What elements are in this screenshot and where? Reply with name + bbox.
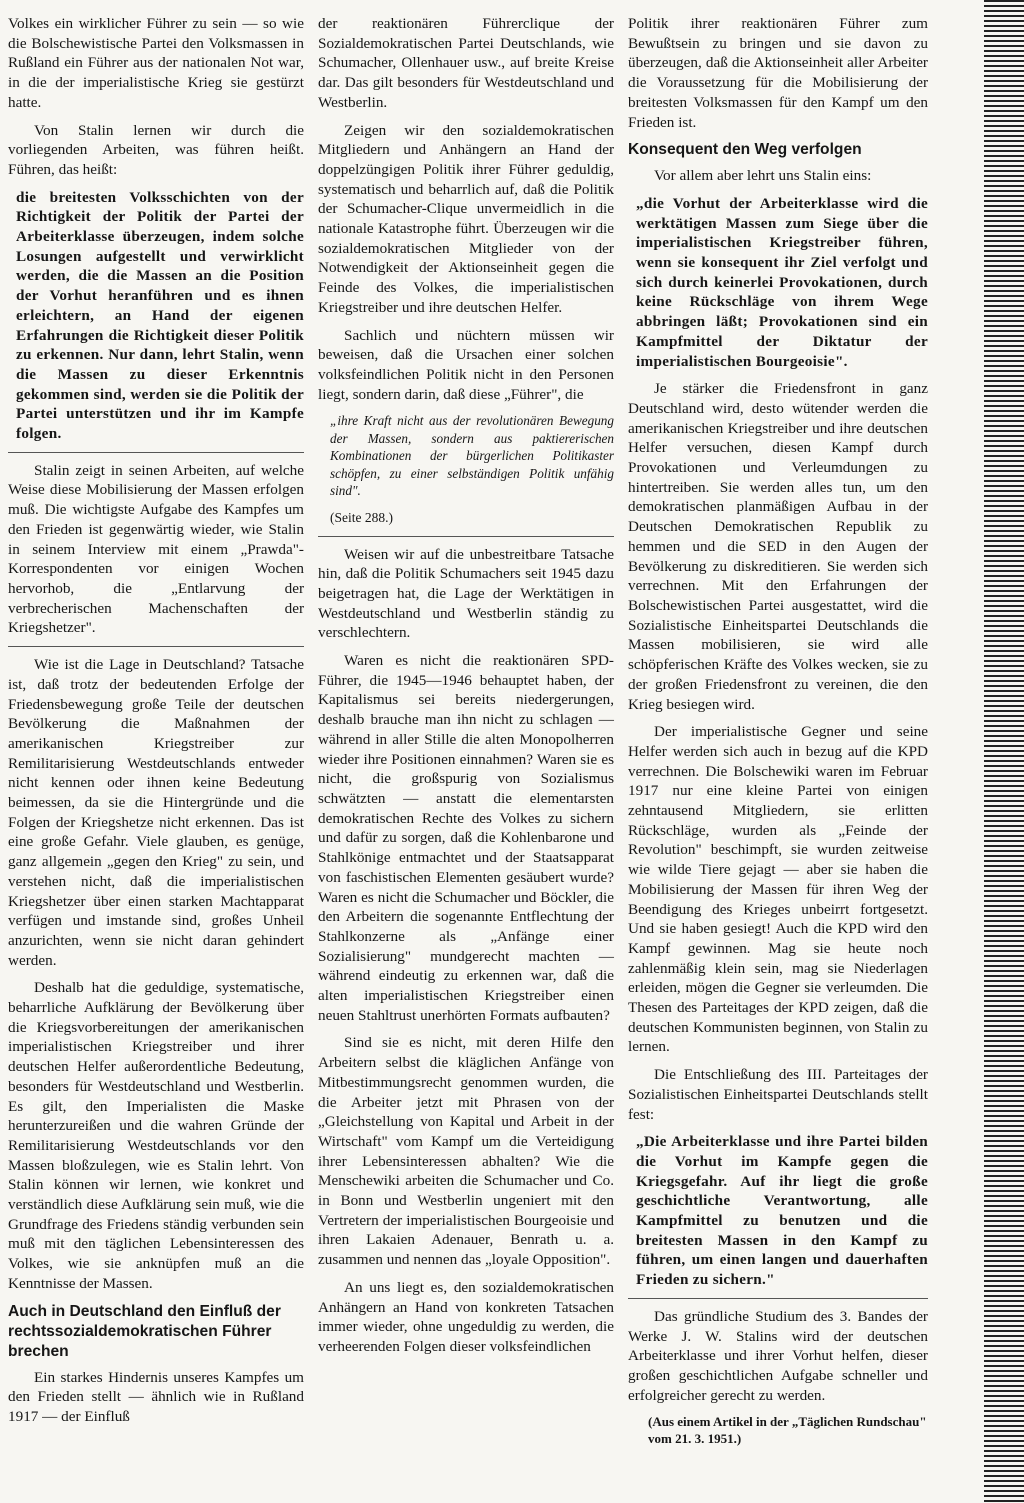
italic-quote: „ihre Kraft nicht aus der revolutionären Bewegung der Massen, sondern aus paktiererischen Kombinationen der bürgerlichen Politikaster schöpfen, zu einer selbständigen Politik unfähig sind". [330, 413, 614, 499]
section-heading: Auch in Deutschland den Einfluß der rechtssozialdemokratischen Führer brechen [8, 1302, 281, 1360]
paragraph: Ein starkes Hindernis unseres Kampfes um den Frieden stellt — ähnlich wie in Rußland 1917 — der Einfluß [8, 1368, 304, 1425]
paragraph: Je stärker die Friedensfront in ganz Deutschland wird, desto wütender werden die amerikanischen Kriegstreiber und ihre deutschen Helfer versuchen, diesen Kampf durch Provokationen und Verleumdungen zu hintertreiben. Sie werden alles tun, um den demokratischen planmäßigen Aufbau in der Deutschen Demokratischen Republik zu hemmen und die SED in den Augen der Bevölkerung zu diskreditieren. Sie werden sich verrechnen. Mit den Erfahrungen der Bolschewistischen Partei ausgestattet, wird die Sozialistische Einheitspartei Deutschlands die Massen mobilisieren, sie wird alle schöpferischen Kräfte des Volkes wecken, sie zu der großen Friedensfront zu vereinen, die den Krieg besiegen wird. [628, 380, 928, 713]
paragraph: An uns liegt es, den sozialdemokratischen Anhängern an Hand von konkreten Tatsachen immer wieder, ohne ungeduldig zu werden, die verheerenden Folgen dieser volksfeindlichen [318, 1278, 614, 1355]
source-note: (Aus einem Artikel in der „Täglichen Rundschau" vom 21. 3. 1951.) [648, 1414, 927, 1447]
section-heading: Konsequent den Weg verfolgen [628, 141, 862, 159]
page-reference: (Seite 288.) [330, 509, 393, 525]
paragraph: Der imperialistische Gegner und seine Helfer werden sich auch in bezug auf die KPD verrechnen. Die Bolschewiki waren im Februar 1917 nur eine kleine Partei von einigen zehntausend Mitgliedern, sie erlitten Rückschläge, wurden als „Feinde der Revolution" beschimpft, sie wurden zeitweise wie wilde Tiere gejagt — aber sie haben die Mobilisierung der Massen für ihren Weg der Beendigung des Krieges unbeirrt fortgesetzt. Und sie haben gesiegt! Auch die KPD wird den Kampf gewinnen. Mag sie heute noch zahlenmäßig klein sein, mag sie Niederlagen erleiden, mögen die Gegner sie verleumden. Die Thesen des Parteitages der KPD zeigen, daß die deutschen Kommunisten beginnen, von Stalin zu lernen. [628, 723, 928, 1056]
divider [8, 646, 304, 647]
paragraph: Weisen wir auf die unbestreitbare Tatsache hin, daß die Politik Schumachers seit 1945 dazu beigetragen hat, die Lage der Werktätigen in Westdeutschland und Westberlin ständig zu verschlechtern. [318, 545, 614, 642]
divider [318, 536, 614, 537]
divider [8, 452, 304, 453]
paragraph: Die Entschließung des III. Parteitages der Sozialistischen Einheitspartei Deutschlands stellt fest: [628, 1066, 928, 1123]
paragraph: Waren es nicht die reaktionären SPD-Führer, die 1945—1946 behauptet haben, der Kapitalismus sei bereits niedergerungen, deshalb brauche man ihn nicht zu schlagen — während in aller Stille die alten Monopolherren wieder ihre Positionen einnahmen? Waren sie es nicht, die großspurig von Sozialismus schwätzten — anstatt die elementarsten demokratischen Rechte des Volkes zu sichern und dafür zu sorgen, daß die Kohlenbarone und Stahlkönige entmachtet und der Staatsapparat von faschistischen Elementen gesäubert wurde? Waren es nicht die Schumacher und Böckler, die den Arbeitern die sogenannte Entflechtung der Stahlkonzerne als „Anfänge einer Sozialisierung" mundgerecht machten — während eindeutig zu erkennen war, daß die alten imperialistischen Kriegstreiber einen neuen Stahltrust unerhörten Formats aufbauten? [318, 652, 614, 1024]
paragraph: Von Stalin lernen wir durch die vorliegenden Arbeiten, was führen heißt. Führen, das heißt: [8, 121, 304, 178]
paragraph: Stalin zeigt in seinen Arbeiten, auf welche Weise diese Mobilisierung der Massen erfolgen muß. Die wichtigste Aufgabe des Kampfes um den Frieden ist gegenwärtig wieder, wie Stalin in seinem Interview mit einem „Prawda"-Korrespondenten vor einigen Wochen hervorhob, die „Entlarvung der verbrecherischen Machenschaften der Kriegshetzer". [8, 461, 304, 637]
bold-quote: die breitesten Volksschichten von der Richtigkeit der Politik der Partei der Arbeiterklasse überzeugen, indem solche Losungen aufgestellt und verwirklicht werden, die die Massen an die Position der Vorhut heranführen und es ihnen erleichtern, an Hand der eigenen Erfahrungen die Richtigkeit dieser Politik zu erkennen. Nur dann, lehrt Stalin, wenn die Massen zu dieser Erkenntnis gekommen sind, werden sie die Politik der Partei unterstützen und ihr im Kampfe folgen. [16, 188, 304, 443]
bold-quote: „die Vorhut der Arbeiterklasse wird die werktätigen Massen zum Siege über die imperialistischen Kriegstreiber führen, wenn sie konsequent ihr Ziel verfolgt und sich durch keinerlei Provokationen, durch keine Rückschläge von ihrem Wege abbringen läßt; Provokationen sind ein Kampfmittel der Diktatur der imperialistischen Bourgeoisie". [636, 194, 928, 370]
column-1 [8, 14, 304, 1435]
paragraph: Sachlich und nüchtern müssen wir beweisen, daß die Ursachen einer solchen volksfeindlichen Politik nicht in den Personen liegt, sondern darin, daß diese „Führer", die [318, 326, 614, 403]
paragraph: Deshalb hat die geduldige, systematische, beharrliche Aufklärung der Bevölkerung über die Kriegsvorbereitungen der amerikanischen imperialistischen Kriegstreiber und ihrer deutschen Helfer außerordentliche Bedeutung, besonders für Westdeutschland und Westberlin. Es gilt, den Imperialisten die Maske herunterzureißen und die wahren Gründe der Remilitarisierung Westdeutschlands vor den Massen bloßzulegen, wie es Stalin lehrt. Von Stalin können wir lernen, wie konkret und verständlich diese Aufklärung sein muß, wie die Grundfrage des Friedens ständig verbunden sein muß mit den täglichen Lebensinteressen des Volkes, wie sie anknüpfen muß an die Kenntnisse der Massen. [8, 979, 304, 1292]
paragraph: Zeigen wir den sozialdemokratischen Mitgliedern und Anhängern an Hand der doppelzüngigen Politik ihrer Führer geduldig, systematisch und beharrlich auf, daß die Politik der Schumacher-Clique unvermeidlich in die nationale Katastrophe führt. Überzeugen wir die sozialdemokratischen Mitglieder von der Notwendigkeit der Aktionseinheit gegen die Feinde des Volkes, die imperialistischen Kriegstreiber und ihre deutschen Helfer. [318, 121, 614, 316]
bold-quote: „Die Arbeiterklasse und ihre Partei bilden die Vorhut im Kampfe gegen die Kriegsgefahr. Auf ihr liegt die große geschichtliche Verantwortung, alle Kampfmittel zu benutzen und die breitesten Massen in den Kampf zu führen, um einen langen und dauerhaften Frieden zu sichern." [636, 1133, 928, 1289]
column-3 [628, 14, 928, 1455]
paragraph: der reaktionären Führerclique der Sozialdemokratischen Partei Deutschlands, wie Schumacher, Ollenhauer usw., auf breite Kreise dar. Das gilt besonders für Westdeutschland und Westberlin. [318, 15, 614, 111]
paragraph: Das gründliche Studium des 3. Bandes der Werke J. W. Stalins wird der deutschen Arbeiterklasse und ihrer Vorhut helfen, dieser großen geschichtlichen Aufgabe schneller und erfolgreicher gerecht zu werden. [628, 1307, 928, 1404]
paragraph: Vor allem aber lehrt uns Stalin eins: [654, 167, 872, 185]
column-2 [318, 14, 614, 1365]
binding-edge-stripes [984, 0, 1024, 1503]
paragraph: Sind sie es nicht, mit deren Hilfe den Arbeitern selbst die kläglichen Anfänge von Mitbestimmungsrecht genommen wurden, die die Arbeiter jetzt mit Phrasen von der „Gleichstellung von Kapital und Arbeit in der Wirtschaft" vom Kampf um die Verteidigung ihrer Lebensinteressen abhalten? Wie die Menschewiki arbeiten die Schumacher und Co. in Bonn und Westberlin ungeniert mit den Vertretern der imperialistischen Bourgeoisie und ihren Lakaien Adenauer, Benrath u. a. zusammen und nennen das „loyale Opposition". [318, 1034, 614, 1269]
paragraph: Wie ist die Lage in Deutschland? Tatsache ist, daß trotz der bedeutenden Erfolge der Friedensbewegung große Teile der deutschen Bevölkerung die Maßnahmen der amerikanischen Kriegstreiber zur Remilitarisierung Westdeutschlands entweder nicht kennen oder ihnen keine Bedeutung beimessen, da sie die Hintergründe und die Folgen der Kriegshetze nicht erkennen. Das ist eine große Gefahr. Viele glauben, es genüge, ganz allgemein „gegen den Krieg" zu sein, und verstehen nicht, daß die imperialistischen Kriegshetzer über einen starken Machtapparat verfügen und imstande sind, großes Unheil anzurichten, wenn sie nicht daran gehindert werden. [8, 656, 304, 969]
paragraph: Volkes ein wirklicher Führer zu sein — so wie die Bolschewistische Partei den Volksmassen in Rußland ein Führer aus der nationalen Not war, in die der imperialistische Krieg sie gestürzt hatte. [8, 15, 304, 111]
divider [628, 1298, 928, 1299]
paragraph: Politik ihrer reaktionären Führer zum Bewußtsein zu bringen und sie davon zu überzeugen, daß die Aktionseinheit aller Arbeiter die Voraussetzung für die Mobilisierung der breitesten Volksmassen für den Kampf um den Frieden ist. [628, 15, 928, 131]
